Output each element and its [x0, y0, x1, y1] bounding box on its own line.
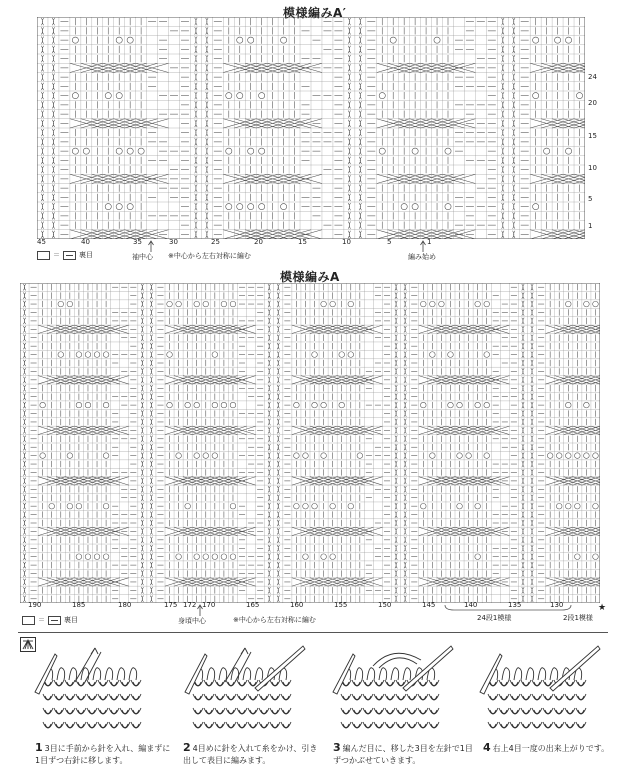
blank-cell-symbol: [37, 251, 50, 260]
col-number: 155: [334, 601, 348, 609]
knit-swatch-illustration-2: [185, 646, 305, 728]
knitting-chart-bottom: [20, 283, 600, 603]
body-center-arrow-icon: [197, 604, 203, 616]
purl-symbol: [48, 616, 61, 625]
col-number: 145: [422, 601, 436, 609]
col-number: 45: [37, 238, 46, 246]
legend-top: [37, 250, 93, 260]
col-number: 165: [246, 601, 260, 609]
purl-symbol: [63, 251, 76, 260]
step-text: 右上4目一度の出来上がりです。: [492, 744, 610, 753]
col-number: 185: [72, 601, 86, 609]
step-number: 1: [35, 741, 43, 754]
blank-cell-symbol: [22, 616, 35, 625]
repeat-2-label: 2段1模様: [563, 614, 593, 622]
col-number: 15: [298, 238, 307, 246]
legend-label: 裏目: [64, 616, 78, 624]
col-number: 30: [169, 238, 178, 246]
col-number: 160: [290, 601, 304, 609]
step-number: 4: [483, 741, 491, 754]
col-number: 1: [427, 238, 432, 246]
legend-equals: ＝: [38, 616, 45, 624]
legend-equals: ＝: [53, 251, 60, 259]
row-number: 10: [588, 164, 597, 172]
col-number: 170: [202, 601, 216, 609]
chart-title-top: 模様編みA′: [283, 6, 347, 20]
row-number: 15: [588, 132, 597, 140]
step-illustrations: [30, 642, 610, 740]
row-number: 1: [588, 222, 593, 230]
row-numbers-top: [588, 17, 608, 239]
row-number: 24: [588, 73, 597, 81]
start-label: 編み始め: [408, 253, 436, 261]
symmetric-note-bottom: ※中心から左右対称に編む: [233, 616, 316, 624]
col-number: 35: [133, 238, 142, 246]
knit-swatch-illustration-4: [480, 646, 600, 728]
col-number: 130: [550, 601, 564, 609]
symmetric-note-top: ※中心から左右対称に編む: [168, 252, 251, 260]
step-text: 編んだ目に、移した3目を左針で1目ずつかぶせていきます。: [333, 744, 473, 765]
col-number: 40: [81, 238, 90, 246]
step-caption-3: [333, 742, 473, 767]
star-mark: ★: [598, 603, 607, 613]
legend-label: 裏目: [79, 251, 93, 259]
col-number: 150: [378, 601, 392, 609]
knitting-chart-top: [37, 17, 585, 239]
start-arrow-icon: [420, 240, 426, 252]
row-number: 5: [588, 195, 593, 203]
chart-title-bottom: 模様編みA: [280, 270, 340, 284]
col-number: 20: [254, 238, 263, 246]
chart-symbols: [41, 18, 585, 239]
repeat-24-label: 24段1模様: [477, 614, 512, 622]
col-number: 5: [387, 238, 392, 246]
section-divider: [18, 632, 608, 633]
row-number: 20: [588, 99, 597, 107]
col-number: 10: [342, 238, 351, 246]
knit-swatch-illustration-3: [333, 646, 453, 728]
col-number: 25: [211, 238, 220, 246]
step-number: 3: [333, 741, 341, 754]
col-numbers-top: [37, 238, 585, 247]
col-number: 140: [464, 601, 478, 609]
step-caption-1: [35, 742, 175, 767]
step-caption-4: [483, 742, 623, 755]
step-text: 3目に手前から針を入れ、編まずに1目ずつ右針に移します。: [35, 744, 171, 765]
col-number: 135: [508, 601, 522, 609]
body-center-label: 身頃中心: [178, 617, 206, 625]
step-number: 2: [183, 741, 191, 754]
knit-swatch-illustration-1: [35, 648, 141, 728]
step-caption-2: [183, 742, 323, 767]
col-number: 175: [164, 601, 178, 609]
sleeve-center-arrow-icon: [148, 240, 154, 252]
col-number: 172: [183, 601, 197, 609]
sleeve-center-label: 袖中心: [132, 253, 153, 261]
col-number: 180: [118, 601, 132, 609]
col-number: 190: [28, 601, 42, 609]
legend-bottom: [22, 615, 78, 625]
step-text: 4目めに針を入れて糸をかけ、引き出して表目に編みます。: [183, 744, 318, 765]
